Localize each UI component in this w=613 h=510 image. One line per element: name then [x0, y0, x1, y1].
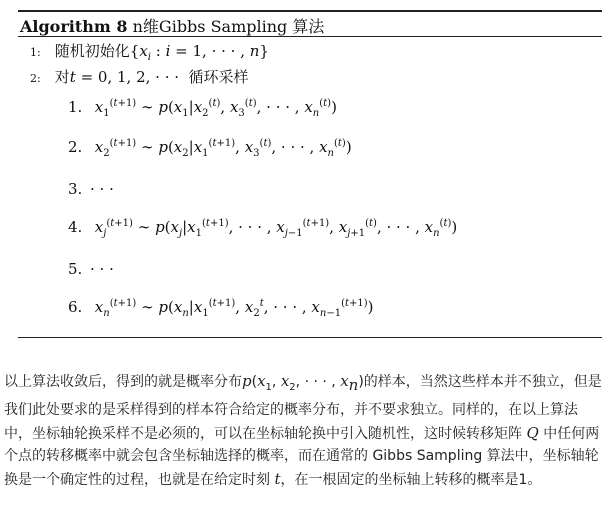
bottom-rule [18, 337, 602, 338]
line-text: 对t = 0, 1, 2, · · · 循环采样 [54, 68, 249, 86]
line-number: 2: [30, 72, 41, 85]
explanation-paragraph: 以上算法收敛后，得到的就是概率分布$p(x_1$, $x_2$, · · · , $x_n$)的样本，当然这些样本并不独立，但是我们此处要求的是采样得到的样本符合给定的概率分布，并不要求独立。同样的，在以上算法中，坐标轴轮换采样不是必须的，可以在坐标轴轮换中引入随机性，这时候转移矩阵 Q 中任何两个点的转移概率中就会包含坐标轴选择的概率，而在通常的 Gibbs Sampling 算法中，坐标轴轮换是一个确定性的过程，也就是在给定时刻 t，在一根固定的坐标轴上转移的概率是1。 [4, 372, 602, 488]
top-rule [18, 10, 602, 12]
algorithm-name: n维Gibbs Sampling 算法 [132, 17, 325, 36]
algorithm-title [20, 14, 324, 37]
algo-line-1 [30, 40, 269, 63]
title-rule [18, 36, 602, 37]
line-number: 1: [30, 46, 41, 59]
step-1: 1. $x_1^{(t+1)}$ ∼ $p(x_1|x_2^{(t)}$, $x_3^{(t)}$, · · · , $x_n^{(t)}$) [68, 98, 337, 119]
step-2: 2. $x_2^{(t+1)}$ ∼ $p(x_2|x_1^{(t+1)}$, $x_3^{(t)}$, · · · , $x_n^{(t)}$) [68, 138, 352, 159]
step-3: 3. · · · [68, 180, 114, 198]
step-6: 6. $x_n^{(t+1)}$ ∼ $p(x_n|x_1^{(t+1)}$, $x_2^t$, · · · , $x_{n-1}^{(t+1)}$) [68, 298, 374, 319]
algorithm-label: Algorithm 8 [20, 17, 128, 36]
step-5: 5. · · · [68, 260, 114, 278]
line-text: 随机初始化{$x_i$ : i = 1, · · · , n} [54, 42, 269, 63]
algo-line-2 [30, 66, 249, 87]
step-4: 4. $x_j^{(t+1)}$ ∼ $p(x_j|x_1^{(t+1)}$, · · · , $x_{j-1}^{(t+1)}$, $x_{j+1}^{(t)}$, · · · , $x_n^{(t)}$) [68, 218, 458, 239]
